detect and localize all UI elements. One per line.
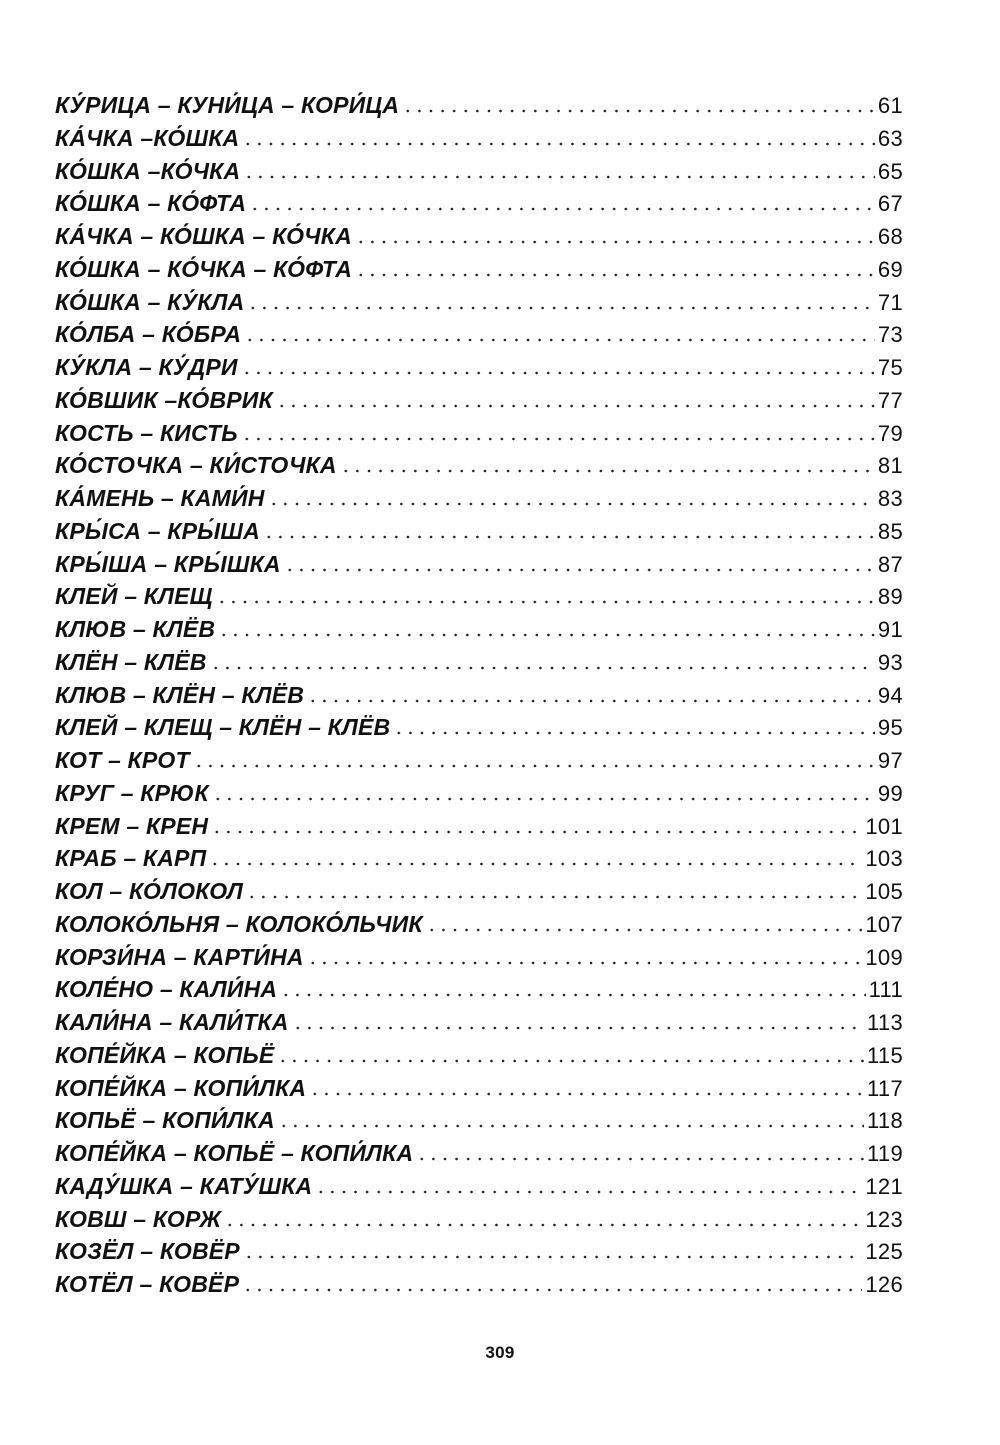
toc-entry-title: КОТ – КРОТ [55, 747, 190, 773]
toc-entry-page: 99 [877, 780, 903, 806]
toc-entry-page: 65 [877, 158, 903, 184]
toc-entry-page: 81 [877, 453, 903, 479]
toc-entry-page: 101 [865, 813, 903, 839]
dot-leader [277, 1059, 864, 1063]
toc-entry [55, 220, 903, 253]
toc-entry-title: КРЫ́СА – КРЫ́ША [55, 517, 260, 544]
toc-entry [55, 908, 903, 941]
toc-entry-title: КОПЬЁ – КОПИ́ЛКА [55, 1107, 275, 1134]
toc-entry [55, 1039, 903, 1072]
page-number: 309 [485, 1343, 515, 1362]
toc-entry [55, 155, 903, 188]
toc-entry-title: КО́ШКА – КО́ФТА [55, 190, 247, 217]
toc-entry [55, 875, 903, 908]
dot-leader [212, 797, 875, 801]
toc-entry-page: 91 [877, 617, 903, 642]
toc-entry-page: 105 [865, 879, 903, 904]
toc-entry-page: 121 [865, 1173, 903, 1199]
toc-entry [55, 711, 903, 744]
dot-leader [211, 830, 862, 834]
toc-entry-title: КОПЕ́ЙКА – КОПИ́ЛКА [55, 1074, 307, 1101]
toc-entry-page: 69 [877, 256, 903, 282]
dot-leader [210, 666, 875, 670]
dot-leader [268, 502, 875, 506]
dot-leader [309, 1092, 864, 1096]
dot-leader [355, 273, 875, 277]
toc-entry [55, 384, 903, 417]
dot-leader [216, 600, 875, 604]
toc-entry-title: КЛЕЙ – КЛЕЩ – КЛЁН – КЛЁВ [55, 714, 391, 741]
dot-leader [340, 469, 875, 473]
toc-entry-title: КОПЕ́ЙКА – КОПЬЁ – КОПИ́ЛКА [55, 1140, 414, 1166]
toc-entry [55, 548, 903, 581]
toc-entry [55, 842, 903, 875]
toc-entry [55, 613, 903, 646]
dot-leader [315, 1190, 862, 1194]
toc-entry-page: 61 [877, 93, 903, 118]
toc-entry [55, 286, 903, 319]
toc-entry [55, 253, 903, 286]
toc-entry-title: КА́ЧКА – КО́ШКА – КО́ЧКА [55, 223, 352, 249]
toc-entry-page: 68 [877, 224, 903, 249]
toc-entry-page: 94 [877, 682, 903, 708]
toc-entry-title: КАДУ́ШКА – КАТУ́ШКА [55, 1172, 313, 1199]
toc-entry [55, 777, 903, 810]
toc-entry-title: КОСТЬ – КИСТЬ [55, 419, 238, 446]
toc-entry [55, 1268, 903, 1301]
dot-leader [278, 1124, 864, 1128]
dot-leader [209, 862, 862, 866]
toc-entry [55, 973, 903, 1006]
toc-entry [55, 515, 903, 548]
toc-entry-page: 103 [865, 846, 903, 872]
dot-leader [241, 437, 875, 441]
toc-entry [55, 1072, 903, 1105]
toc-entry [55, 1170, 903, 1203]
toc-entry-page: 93 [877, 649, 903, 675]
dot-leader [402, 109, 875, 113]
toc-entry-title: КОЛ – КО́ЛОКОЛ [55, 878, 244, 904]
dot-leader [284, 568, 875, 572]
dot-leader [416, 1157, 864, 1161]
toc-entry-page: 85 [877, 518, 903, 544]
toc-entry-page: 118 [867, 1108, 903, 1134]
dot-leader [193, 764, 875, 768]
toc-entry-page: 83 [877, 486, 903, 511]
toc-entry [55, 449, 903, 482]
dot-leader [243, 1255, 863, 1259]
dot-leader [246, 895, 862, 899]
toc-entry-page: 95 [877, 715, 903, 741]
toc-entry-title: КРЫ́ША – КРЫ́ШКА [55, 550, 281, 577]
toc-entry-page: 67 [877, 191, 903, 217]
toc-entry [55, 417, 903, 450]
toc-entry-page: 71 [877, 289, 903, 315]
toc-entry [55, 318, 903, 351]
toc-entry [55, 1006, 903, 1039]
toc-entry-title: КО́ШКА – КУ́КЛА [55, 288, 245, 315]
dot-leader [307, 961, 863, 965]
toc-entry-title: КУ́РИЦА – КУНИ́ЦА – КОРИ́ЦА [55, 92, 400, 118]
toc-entry-title: КАЛИ́НА – КАЛИ́ТКА [55, 1009, 289, 1035]
toc-entry-page: 97 [877, 748, 903, 773]
toc-entry [55, 810, 903, 843]
toc-entry-title: КОЛЕ́НО – КАЛИ́НА [55, 976, 278, 1003]
toc-entry [55, 1104, 903, 1137]
toc-entry [55, 744, 903, 777]
toc-entry-title: КО́ШКА – КО́ЧКА – КО́ФТА [55, 255, 353, 282]
toc-entry-title: КА́МЕНЬ – КАМИ́Н [55, 485, 265, 511]
toc-entry-page: 89 [877, 584, 903, 610]
toc-entry-page: 119 [867, 1141, 903, 1166]
toc-entry-page: 125 [865, 1239, 903, 1265]
toc-entry-title: КРЕМ – КРЕН [55, 812, 209, 839]
dot-leader [355, 240, 875, 244]
toc-entry-title: КОРЗИ́НА – КАРТИ́НА [55, 943, 304, 970]
dot-leader [241, 371, 875, 375]
toc-entry-title: КО́ШКА –КО́ЧКА [55, 157, 241, 184]
toc-entry [55, 122, 903, 155]
toc-entry-page: 75 [877, 355, 903, 380]
dot-leader [276, 404, 875, 408]
toc-entry [55, 1203, 903, 1236]
toc-entry [55, 89, 903, 122]
toc-entry-title: КУ́КЛА – КУ́ДРИ [55, 354, 238, 380]
toc-entry-title: КО́ЛБА – КО́БРА [55, 321, 242, 348]
toc-entry-page: 126 [865, 1272, 903, 1297]
dot-leader [393, 731, 875, 735]
toc-entry-title: КОВШ – КОРЖ [55, 1205, 222, 1232]
toc-entry-page: 117 [867, 1075, 903, 1101]
toc-entry [55, 187, 903, 220]
dot-leader [218, 633, 875, 637]
toc-entry [55, 941, 903, 974]
toc-entry-title: КОПЕ́ЙКА – КОПЬЁ [55, 1041, 275, 1068]
dot-leader [249, 207, 875, 211]
toc-entry-page: 123 [865, 1206, 903, 1232]
toc-entry-page: 73 [877, 322, 903, 348]
toc-entry [55, 482, 903, 515]
dot-leader [307, 699, 875, 703]
toc-entry-page: 77 [877, 387, 903, 413]
toc-entry-page: 63 [877, 125, 903, 151]
dot-leader [263, 535, 875, 539]
toc-entry [55, 1235, 903, 1268]
toc-entry [55, 679, 903, 712]
toc-entry-title: КЛЁН – КЛЁВ [55, 648, 207, 675]
dot-leader [243, 175, 875, 179]
toc-entry-title: КРУГ – КРЮК [55, 779, 209, 806]
toc-entry-page: 79 [877, 420, 903, 446]
toc-entry-title: КРАБ – КАРП [55, 845, 207, 872]
toc-entry-title: КЛЮВ – КЛЁВ [55, 616, 216, 642]
table-of-contents [55, 89, 903, 1301]
toc-entry [55, 646, 903, 679]
dot-leader [242, 1288, 862, 1292]
dot-leader [280, 993, 865, 997]
toc-entry-page: 111 [868, 977, 903, 1003]
toc-entry-page: 109 [865, 944, 903, 970]
dot-leader [244, 338, 875, 342]
dot-leader [247, 306, 874, 310]
toc-entry-page: 115 [867, 1042, 903, 1068]
toc-entry-page: 87 [877, 551, 903, 577]
toc-entry-title: КОЛОКО́ЛЬНЯ – КОЛОКО́ЛЬЧИК [55, 910, 423, 937]
toc-entry-title: КО́ВШИК –КО́ВРИК [55, 386, 273, 413]
dot-leader [242, 142, 875, 146]
toc-entry-page: 113 [867, 1010, 903, 1035]
toc-entry-title: КОЗЁЛ – КОВЁР [55, 1238, 240, 1265]
toc-entry-title: КЛЮВ – КЛЁН – КЛЁВ [55, 681, 305, 708]
toc-entry-title: КЛЕЙ – КЛЕЩ [55, 583, 213, 610]
toc-entry [55, 580, 903, 613]
toc-entry-title: КОТЁЛ – КОВЁР [55, 1271, 240, 1297]
dot-leader [224, 1223, 862, 1227]
dot-leader [292, 1026, 864, 1030]
toc-entry-page: 107 [865, 911, 903, 937]
toc-entry-title: КО́СТОЧКА – КИ́СТОЧКА [55, 452, 337, 479]
toc-entry [55, 1137, 903, 1170]
dot-leader [426, 928, 863, 932]
toc-entry-title: КА́ЧКА –КО́ШКА [55, 124, 240, 151]
toc-entry [55, 351, 903, 384]
